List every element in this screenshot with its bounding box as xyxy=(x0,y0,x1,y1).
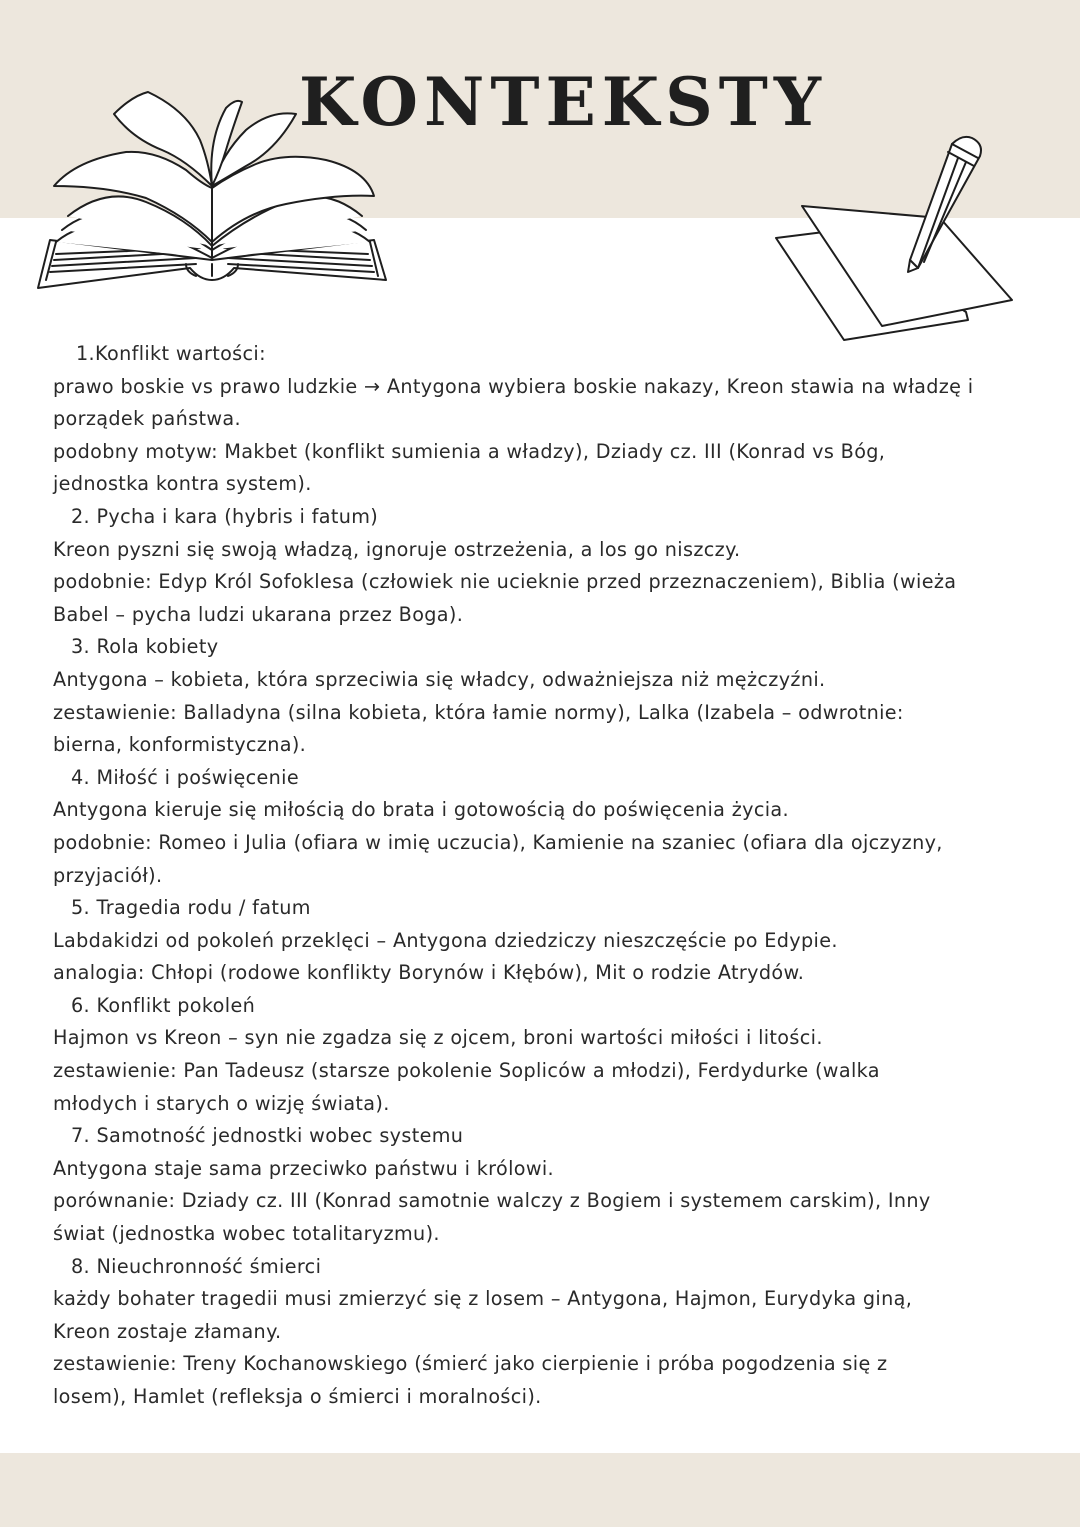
section-heading: 5. Tragedia rodu / fatum xyxy=(71,896,311,920)
section-heading: 8. Nieuchronność śmierci xyxy=(71,1254,322,1278)
text-line: Antygona kieruje się miłością do brata i gotowością do poświęcenia życia. xyxy=(53,798,789,822)
text-line: prawo boskie vs prawo ludzkie → Antygona wybiera boskie nakazy, Kreon stawia na władzę i xyxy=(53,374,974,398)
text-line: jednostka kontra system). xyxy=(53,472,312,496)
section-heading: 6. Konflikt pokoleń xyxy=(71,993,256,1017)
section-heading: 7. Samotność jednostki wobec systemu xyxy=(71,1124,464,1148)
text-line: porównanie: Dziady cz. III (Konrad samotnie walczy z Bogiem i systemem carskim), Inny xyxy=(53,1189,931,1213)
text-line: Kreon zostaje złamany. xyxy=(53,1319,282,1343)
text-line: bierna, konformistyczna). xyxy=(53,733,307,757)
section-heading: 3. Rola kobiety xyxy=(71,635,219,659)
section-heading: 4. Miłość i poświęcenie xyxy=(71,765,300,789)
text-line: Antygona – kobieta, która sprzeciwia się władcy, odważniejsza niż mężczyźni. xyxy=(53,667,826,691)
text-line: Kreon pyszni się swoją władzą, ignoruje ostrzeżenia, a los go niszczy. xyxy=(53,537,741,561)
text-line: podobny motyw: Makbet (konflikt sumienia a władzy), Dziady cz. III (Konrad vs Bóg, xyxy=(53,439,886,463)
text-line: losem), Hamlet (refleksja o śmierci i moralności). xyxy=(53,1385,542,1408)
paper-pencil-icon xyxy=(772,134,1016,344)
text-line: Hajmon vs Kreon – syn nie zgadza się z ojcem, broni wartości miłości i litości. xyxy=(53,1026,823,1050)
text-line: świat (jednostka wobec totalitaryzmu). xyxy=(53,1222,440,1246)
text-line: Antygona staje sama przeciwko państwu i królowi. xyxy=(53,1156,555,1180)
text-line: zestawienie: Pan Tadeusz (starsze pokolenie Sopliców a młodzi), Ferdydurke (walka xyxy=(53,1059,880,1083)
footer-band xyxy=(0,1453,1080,1527)
text-line: przyjaciół). xyxy=(53,863,163,887)
text-line: Labdakidzi od pokoleń przeklęci – Antygona dziedziczy nieszczęście po Edypie. xyxy=(53,928,838,952)
text-line: młodych i starych o wizję świata). xyxy=(53,1091,390,1115)
text-line: analogia: Chłopi (rodowe konflikty Borynów i Kłębów), Mit o rodzie Atrydów. xyxy=(53,961,805,985)
text-line: porządek państwa. xyxy=(53,407,241,431)
text-line: zestawienie: Treny Kochanowskiego (śmierć jako cierpienie i próba pogodzenia się z xyxy=(53,1352,888,1376)
text-line: zestawienie: Balladyna (silna kobieta, która łamie normy), Lalka (Izabela – odwrotnie: xyxy=(53,700,904,724)
text-line: każdy bohater tragedii musi zmierzyć się z losem – Antygona, Hajmon, Eurydyka giną, xyxy=(53,1287,913,1311)
page-title: KONTEKSTY xyxy=(298,63,828,141)
text-line: Babel – pycha ludzi ukarana przez Boga). xyxy=(53,602,464,626)
section-heading: 2. Pycha i kara (hybris i fatum) xyxy=(71,504,379,528)
section-heading: 1.Konflikt wartości: xyxy=(76,342,266,365)
text-line: podobnie: Edyp Król Sofoklesa (człowiek nie ucieknie przed przeznaczeniem), Biblia (wieża xyxy=(53,570,957,594)
text-line: podobnie: Romeo i Julia (ofiara w imię uczucia), Kamienie na szaniec (ofiara dla ojczyzny, xyxy=(53,830,943,854)
contexts-list xyxy=(53,338,1048,1414)
